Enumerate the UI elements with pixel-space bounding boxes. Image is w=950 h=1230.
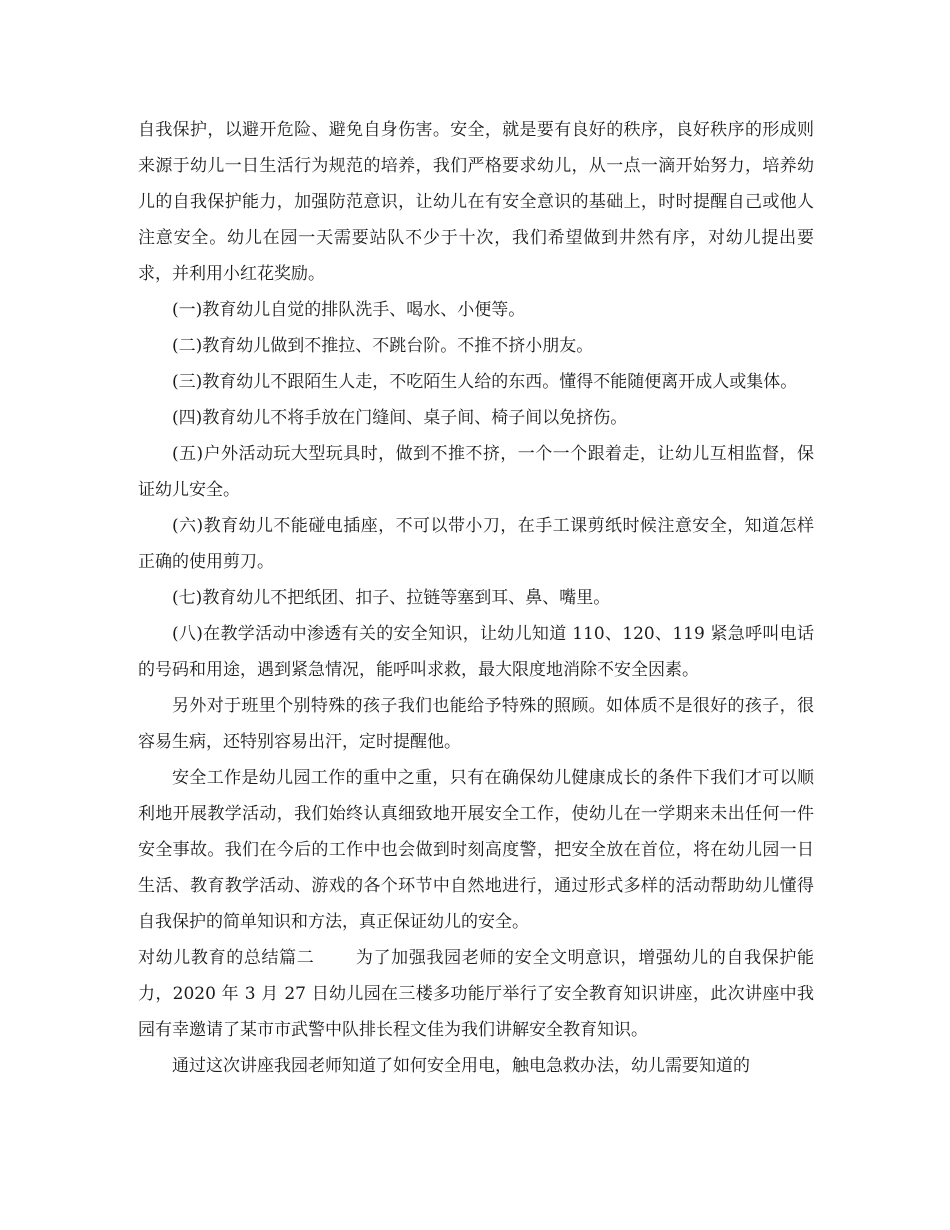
list-item-7: (七)教育幼儿不把纸团、扣子、拉链等塞到耳、鼻、嘴里。 [172, 588, 611, 608]
document-body [138, 112, 814, 1084]
paragraph-safety-summary: 安全工作是幼儿园工作的重中之重，只有在确保幼儿健康成长的条件下我们才可以顺利地开展教学活动，我们始终认真细致地开展安全工作，使幼儿在一学期来未出任何一件安全事故。我们在今后的工作中也会做到时刻高度警，把安全放在首位，将在幼儿园一日生活、教育教学活动、游戏的各个环节中自然地进行，通过形式多样的活动帮助幼儿懂得自我保护的简单知识和方法，真正保证幼儿的安全。 [138, 768, 814, 932]
section-heading: 对幼儿教育的总结篇二 [138, 948, 315, 968]
section-first-text: 为了加强我园老师的安全文明意识，增强幼儿的自我保护能力，2020 年 3 月 27 日幼儿园在三楼多功能厅举行了安全教育知识讲座，此次讲座中我园有幸邀请了某市市武警中队排长程文佳为我们讲解安全教育知识。 [138, 948, 815, 1040]
paragraph-intro: 自我保护，以避开危险、避免自身伤害。安全，就是要有良好的秩序，良好秩序的形成则来源于幼儿一日生活行为规范的培养，我们严格要求幼儿，从一点一滴开始努力，培养幼儿的自我保护能力，加强防范意识，让幼儿在有安全意识的基础上，时时提醒自己或他人注意安全。幼儿在园一天需要站队不少于十次，我们希望做到井然有序，对幼儿提出要求，并利用小红花奖励。 [138, 120, 814, 284]
list-item-8: (八)在教学活动中渗透有关的安全知识，让幼儿知道 110、120、119 紧急呼叫电话的号码和用途，遇到紧急情况，能呼叫求救，最大限度地消除不安全因素。 [138, 624, 814, 680]
paragraph-special-care: 另外对于班里个别特殊的孩子我们也能给予特殊的照顾。如体质不是很好的孩子，很容易生病，还特别容易出汗，定时提醒他。 [138, 696, 814, 752]
list-item-3: (三)教育幼儿不跟陌生人走，不吃陌生人给的东西。懂得不能随便离开成人或集体。 [172, 372, 798, 392]
list-item-5: (五)户外活动玩大型玩具时，做到不推不挤，一个一个跟着走，让幼儿互相监督，保证幼儿安全。 [138, 444, 814, 500]
paragraph-section-two [138, 940, 814, 1048]
list-item-4: (四)教育幼儿不将手放在门缝间、桌子间、椅子间以免挤伤。 [172, 408, 628, 428]
list-item-2: (二)教育幼儿做到不推拉、不跳台阶。不推不挤小朋友。 [172, 336, 594, 356]
list-item-1: (一)教育幼儿自觉的排队洗手、喝水、小便等。 [172, 300, 526, 320]
paragraph-last: 通过这次讲座我园老师知道了如何安全用电，触电急救办法，幼儿需要知道的 [172, 1056, 750, 1076]
list-item-6: (六)教育幼儿不能碰电插座，不可以带小刀，在手工课剪纸时候注意安全，知道怎样正确的使用剪刀。 [138, 516, 814, 572]
